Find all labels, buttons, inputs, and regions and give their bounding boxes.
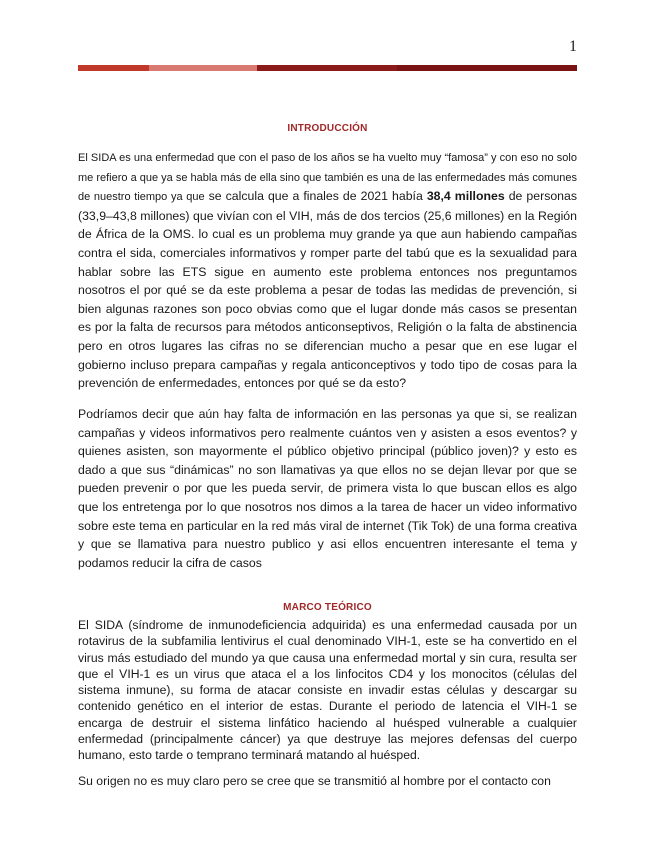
header-bar-segment: [397, 65, 577, 71]
marco-paragraph-2: Su origen no es muy claro pero se cree que se transmitió al hombre por el contacto con: [78, 774, 551, 788]
intro-paragraph-1: [78, 148, 577, 393]
intro-title: INTRODUCCIÓN: [287, 123, 368, 134]
intro-paragraph-1-lead: El SIDA es una enfermedad que con el paso de los años se ha vuelto muy “famosa” y con eso no solo me refiero a que ya se habla más de ella sino que también es una de las enfermedades más comunes de nuestro tiempo ya que: [78, 152, 577, 204]
header-bar-segment: [78, 65, 149, 71]
header-bar-segment: [257, 65, 397, 71]
header-bar: [78, 65, 577, 71]
intro-paragraph-1-text: se calcula que a finales de 2021 había: [204, 189, 427, 204]
intro-paragraph-1-rest: de personas (33,9–43,8 millones) que vivían con el VIH, más de dos tercios (25,6 millones) en la Región de África de la OMS. lo cual es un problema muy grande ya que aun habiendo campañas contra el sida, comerciales informativos y romper parte del tabú que es la sexualidad para hablar sobre las ETS sigue en aumento este problema entonces nos preguntamos nosotros el por qué se da este problema a pesar de todas las medidas de prevención, si bien algunas razones son poco obvias como que el lugar donde más casos se presentan es por la falta de recursos para métodos anticonseptivos, Religión o la falta de abstinencia pero en otros lugares las cifras no se diferencian mucho a pesar que en ese lugar el gobierno incluso prepara campañas y regala anticonceptivos y todo tipo de cosas para la prevención de enfermedades, entonces por qué se da esto?: [78, 189, 578, 391]
header-bar-segment: [149, 65, 257, 71]
intro-paragraph-2: Podríamos decir que aún hay falta de información en las personas ya que si, se realizan campañas y videos informativos pero realmente cuántos ven y asisten a esos eventos? y quienes asisten, son mayormente el público objetivo principal (público joven)? y esto es dado a que sus “dinámicas” no son llamativas ya que ellos no se dejan llevar por que se pueden prevenir o por que les pueda servir, de primera vista lo que buscan ellos es algo que los entretenga por lo que nosotros nos dimos a la tarea de hacer un video informativo sobre este tema en particular en la red más viral de internet (Tik Tok) de una forma creativa y que se llamativa para nuestro publico y asi ellos encuentren interesante el tema y podamos reducir la cifra de casos: [78, 407, 577, 570]
page-number: 1: [569, 38, 577, 55]
marco-paragraph-1: El SIDA (síndrome de inmunodeficiencia adquirida) es una enfermedad causada por un rotavirus de la subfamilia lentivirus el cual denominado VIH-1, este se ha convertido en el virus más estudiado del mundo ya que causa una enfermedad mortal y sin cura, resulta ser que el VIH-1 es un virus que ataca el a los linfocitos CD4 y los monocitos (células del sistema inmune), su forma de atacar consiste en invadir estas células y descargar su contenido genético en el interior de estas. Durante el periodo de latencia el VIH-1 se encarga de destruir el sistema linfático haciendo al huésped vulnerable a cualquier enfermedad (principalmente cáncer) ya que destruye las mejores defensas del cuerpo humano, esto tarde o temprano terminará matando al huésped.: [78, 618, 577, 763]
intro-paragraph-1-bold: 38,4 millones: [426, 189, 505, 204]
marco-title: MARCO TEÓRICO: [283, 602, 372, 613]
